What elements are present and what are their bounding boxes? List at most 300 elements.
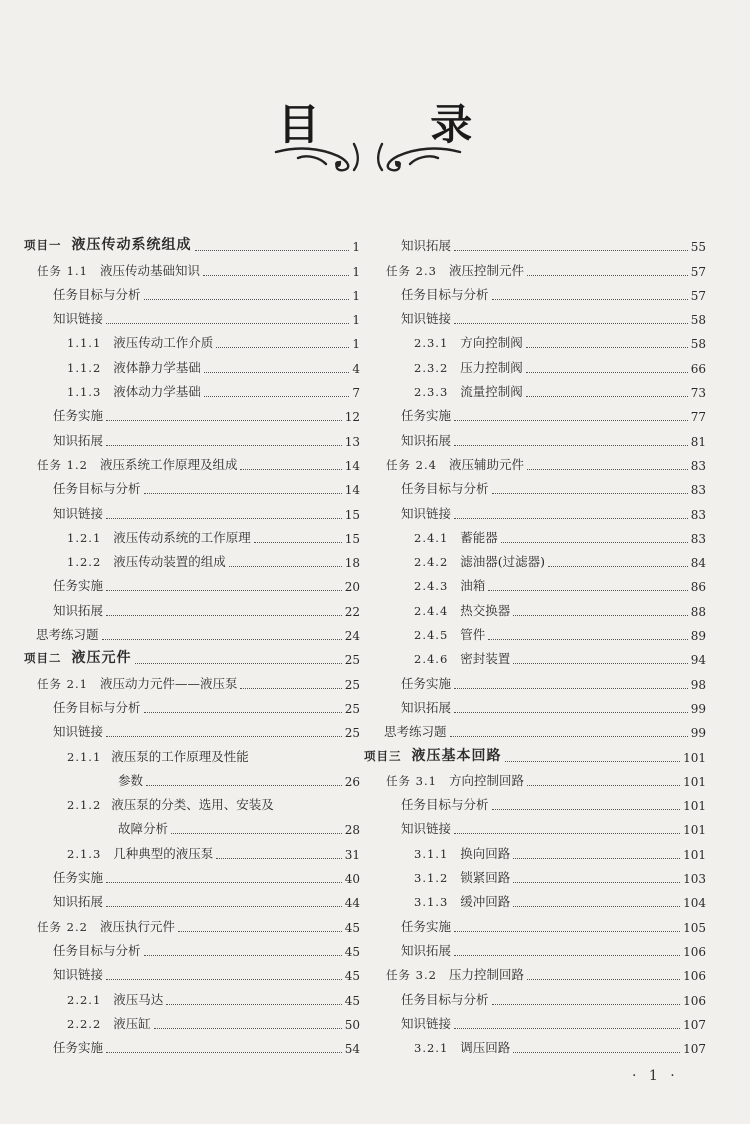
toc-entry-title: 压力控制回路 bbox=[448, 967, 524, 983]
toc-entry-title: 液压执行元件 bbox=[99, 918, 175, 934]
toc-page-number: 106 bbox=[683, 969, 706, 984]
dot-leader bbox=[144, 954, 342, 956]
toc-page-number: 45 bbox=[344, 920, 360, 935]
toc-entry-label bbox=[386, 261, 524, 279]
dot-leader bbox=[166, 1003, 341, 1005]
dot-leader bbox=[106, 419, 342, 421]
toc-entry-title: 液压元件 bbox=[71, 650, 132, 667]
toc-page-number: 83 bbox=[690, 507, 706, 522]
toc-section-entry[interactable] bbox=[364, 862, 706, 886]
toc-entry-title: 任务目标与分析 bbox=[53, 481, 141, 497]
toc-page-number: 73 bbox=[690, 386, 706, 401]
dot-leader bbox=[240, 687, 341, 689]
toc-entry-label bbox=[401, 1014, 451, 1032]
toc-subentry[interactable] bbox=[364, 813, 706, 837]
toc-entry-label bbox=[118, 819, 168, 837]
toc-entry-title: 液压马达 bbox=[113, 991, 164, 1007]
toc-entry-label bbox=[414, 625, 485, 643]
dot-leader bbox=[454, 322, 688, 324]
toc-section-entry[interactable] bbox=[24, 789, 360, 813]
toc-section-entry[interactable] bbox=[24, 1008, 360, 1032]
toc-page-number: 55 bbox=[690, 240, 706, 255]
toc-section-entry[interactable] bbox=[364, 570, 706, 594]
toc-entry-title: 热交换器 bbox=[460, 602, 511, 618]
toc-entry-label bbox=[53, 309, 103, 327]
toc-page-number: 45 bbox=[344, 969, 360, 984]
toc-page-number: 13 bbox=[344, 434, 360, 449]
toc-subentry[interactable] bbox=[24, 935, 360, 959]
toc-entry-title: 任务实施 bbox=[401, 408, 452, 424]
toc-entry-title: 任务实施 bbox=[53, 408, 104, 424]
toc-entry-title: 滤油器(过滤器) bbox=[460, 554, 546, 570]
dot-leader bbox=[450, 735, 688, 737]
toc-entry-code: 2.3.2 bbox=[414, 360, 449, 375]
toc-section-entry[interactable] bbox=[364, 522, 706, 546]
toc-entry-code: 任务 1.1 bbox=[37, 263, 88, 278]
toc-page-number: 25 bbox=[344, 677, 360, 692]
toc-section-entry[interactable] bbox=[24, 546, 360, 570]
toc-section-entry[interactable] bbox=[24, 740, 360, 764]
toc-entry-title: 任务目标与分析 bbox=[53, 286, 141, 302]
toc-entry-label bbox=[414, 844, 510, 862]
toc-entry-label bbox=[67, 333, 213, 351]
toc-subentry[interactable] bbox=[364, 230, 706, 254]
dot-leader bbox=[216, 857, 341, 859]
toc-section-entry[interactable] bbox=[364, 1032, 706, 1056]
toc-page-number: 81 bbox=[690, 434, 706, 449]
toc-entry-code: 2.4.2 bbox=[414, 555, 449, 570]
toc-subentry[interactable] bbox=[364, 983, 706, 1007]
toc-entry-title: 知识链接 bbox=[53, 505, 104, 521]
toc-page-number: 15 bbox=[344, 531, 360, 546]
toc-page-number: 22 bbox=[344, 604, 360, 619]
toc-subentry[interactable] bbox=[364, 935, 706, 959]
toc-page-number: 14 bbox=[344, 458, 360, 473]
dot-leader bbox=[144, 492, 342, 494]
dot-leader bbox=[513, 905, 680, 907]
toc-entry-continuation[interactable] bbox=[24, 813, 360, 837]
toc-entry-title: 液压系统工作原理及组成 bbox=[99, 456, 238, 472]
toc-section-entry[interactable] bbox=[24, 327, 360, 351]
toc-entry-label bbox=[53, 965, 103, 983]
toc-page-number: 83 bbox=[690, 531, 706, 546]
toc-entry-label bbox=[53, 479, 141, 497]
toc-entry-title: 任务实施 bbox=[401, 675, 452, 691]
toc-page-number: 89 bbox=[690, 629, 706, 644]
toc-entry-code: 项目二 bbox=[24, 651, 62, 666]
toc-entry-label bbox=[414, 576, 485, 594]
toc-page-number: 50 bbox=[344, 1017, 360, 1032]
toc-entry-title: 方向控制阀 bbox=[460, 335, 523, 351]
dot-leader bbox=[488, 589, 687, 591]
toc-entry-label bbox=[53, 285, 141, 303]
toc-page-number: 86 bbox=[690, 580, 706, 595]
toc-page-number: 99 bbox=[690, 726, 706, 741]
toc-entry-label bbox=[53, 722, 103, 740]
toc-subentry[interactable] bbox=[24, 303, 360, 327]
toc-entry-title: 缓冲回路 bbox=[460, 894, 511, 910]
toc-subentry[interactable] bbox=[364, 473, 706, 497]
toc-section-entry[interactable] bbox=[364, 619, 706, 643]
toc-entry-title: 故障分析 bbox=[118, 821, 169, 837]
toc-entry-label bbox=[401, 504, 451, 522]
toc-subentry[interactable] bbox=[364, 789, 706, 813]
toc-entry-code: 2.1.1 bbox=[67, 749, 102, 764]
toc-entry-label bbox=[118, 771, 143, 789]
toc-entry-title: 任务目标与分析 bbox=[401, 286, 489, 302]
toc-entry-code: 2.3.1 bbox=[414, 336, 449, 351]
toc-page-number: 77 bbox=[690, 410, 706, 425]
dot-leader bbox=[144, 298, 350, 300]
toc-entry-label bbox=[386, 455, 524, 473]
toc-page-number: 84 bbox=[690, 556, 706, 571]
dot-leader bbox=[454, 249, 688, 251]
dot-leader bbox=[204, 371, 350, 373]
toc-section-entry[interactable] bbox=[24, 983, 360, 1007]
toc-entry-title: 任务实施 bbox=[53, 1040, 104, 1056]
toc-exercise-entry[interactable] bbox=[24, 619, 360, 643]
toc-subentry[interactable] bbox=[24, 279, 360, 303]
toc-entry-title: 知识拓展 bbox=[401, 432, 452, 448]
toc-task-entry[interactable] bbox=[364, 765, 706, 789]
toc-entry-title: 知识拓展 bbox=[401, 238, 452, 254]
dot-leader bbox=[454, 517, 688, 519]
dot-leader bbox=[106, 614, 342, 616]
toc-entry-label bbox=[401, 795, 489, 813]
dot-leader bbox=[229, 565, 342, 567]
toc-entry-label bbox=[67, 382, 201, 400]
page-title: 目 录 bbox=[277, 100, 521, 149]
dot-leader bbox=[178, 930, 342, 932]
toc-entry-title: 知识链接 bbox=[401, 1015, 452, 1031]
toc-page-number: 7 bbox=[352, 386, 360, 401]
toc-task-entry[interactable] bbox=[364, 449, 706, 473]
toc-page-number: 66 bbox=[690, 361, 706, 376]
toc-page-number: 26 bbox=[344, 774, 360, 789]
toc-project-entry[interactable] bbox=[364, 740, 706, 764]
toc-entry-title: 知识拓展 bbox=[53, 602, 104, 618]
toc-page-number: 1 bbox=[352, 337, 360, 352]
toc-entry-title: 液压传动系统组成 bbox=[71, 237, 192, 254]
toc-entry-label bbox=[401, 698, 451, 716]
toc-entry-title: 任务实施 bbox=[401, 918, 452, 934]
toc-section-entry[interactable] bbox=[364, 643, 706, 667]
toc-subentry[interactable] bbox=[24, 959, 360, 983]
toc-entry-code: 3.1.1 bbox=[414, 846, 449, 861]
toc-entry-code: 2.2.1 bbox=[67, 992, 102, 1007]
dot-leader bbox=[106, 444, 342, 446]
toc-entry-code: 3.2.1 bbox=[414, 1041, 449, 1056]
toc-entry-label bbox=[67, 552, 226, 570]
toc-entry-title: 知识链接 bbox=[401, 311, 452, 327]
toc-entry-title: 知识链接 bbox=[401, 505, 452, 521]
toc-entry-label bbox=[67, 358, 201, 376]
toc-subentry[interactable] bbox=[364, 667, 706, 691]
toc-subentry[interactable] bbox=[364, 303, 706, 327]
toc-entry-label bbox=[401, 285, 489, 303]
toc-entry-title: 方向控制回路 bbox=[448, 772, 524, 788]
toc-subentry[interactable] bbox=[24, 692, 360, 716]
toc-subentry[interactable] bbox=[364, 692, 706, 716]
toc-entry-label bbox=[36, 625, 99, 643]
toc-section-entry[interactable] bbox=[364, 351, 706, 375]
toc-entry-title: 任务目标与分析 bbox=[53, 699, 141, 715]
toc-entry-title: 锁紧回路 bbox=[460, 870, 511, 886]
toc-subentry[interactable] bbox=[364, 400, 706, 424]
dot-leader bbox=[454, 1027, 680, 1029]
toc-entry-label bbox=[401, 309, 451, 327]
toc-subentry[interactable] bbox=[24, 716, 360, 740]
toc-entry-label bbox=[67, 1014, 151, 1032]
toc-task-entry[interactable] bbox=[24, 449, 360, 473]
toc-project-entry[interactable] bbox=[24, 230, 360, 254]
toc-page-number: 14 bbox=[344, 483, 360, 498]
toc-page-number: 15 bbox=[344, 507, 360, 522]
dot-leader bbox=[513, 881, 680, 883]
toc-entry-title: 液压基本回路 bbox=[411, 747, 502, 764]
toc-section-entry[interactable] bbox=[24, 837, 360, 861]
toc-page-number: 25 bbox=[344, 653, 360, 668]
toc-entry-title: 思考练习题 bbox=[36, 627, 99, 643]
dot-leader bbox=[454, 711, 688, 713]
toc-entry-code: 3.1.3 bbox=[414, 895, 449, 910]
toc-section-entry[interactable] bbox=[364, 546, 706, 570]
toc-entry-code: 2.1.3 bbox=[67, 846, 102, 861]
dot-leader bbox=[454, 687, 688, 689]
toc-entry-code: 1.1.1 bbox=[67, 336, 102, 351]
toc-section-entry[interactable] bbox=[24, 522, 360, 546]
toc-entry-title: 液压辅助元件 bbox=[448, 456, 524, 472]
toc-entry-title: 任务实施 bbox=[53, 870, 104, 886]
page-number: · 1 · bbox=[632, 1068, 679, 1084]
toc-subentry[interactable] bbox=[24, 570, 360, 594]
toc-entry-label bbox=[37, 674, 237, 692]
toc-section-entry[interactable] bbox=[24, 351, 360, 375]
toc-subentry[interactable] bbox=[364, 497, 706, 521]
toc-project-entry[interactable] bbox=[24, 643, 360, 667]
dot-leader bbox=[203, 274, 349, 276]
toc-entry-label bbox=[401, 479, 489, 497]
toc-entry-code: 任务 3.2 bbox=[386, 968, 437, 983]
toc-subentry[interactable] bbox=[24, 424, 360, 448]
toc-entry-label bbox=[53, 431, 103, 449]
toc-entry-label bbox=[401, 236, 451, 254]
toc-page-number: 12 bbox=[344, 410, 360, 425]
toc-entry-title: 油箱 bbox=[460, 578, 486, 594]
toc-entry-label bbox=[24, 234, 192, 254]
toc-subentry[interactable] bbox=[364, 910, 706, 934]
dot-leader bbox=[106, 517, 342, 519]
dot-leader bbox=[254, 541, 342, 543]
toc-entry-title: 液压传动装置的组成 bbox=[113, 554, 226, 570]
toc-entry-title: 知识链接 bbox=[401, 821, 452, 837]
toc-left-column bbox=[24, 230, 360, 1056]
dot-leader bbox=[454, 419, 688, 421]
toc-page-number: 57 bbox=[690, 288, 706, 303]
toc-section-entry[interactable] bbox=[24, 376, 360, 400]
toc-page-number: 25 bbox=[344, 726, 360, 741]
toc-page-number: 106 bbox=[683, 944, 706, 959]
toc-entry-title: 任务目标与分析 bbox=[53, 942, 141, 958]
toc-entry-label bbox=[53, 504, 103, 522]
dot-leader bbox=[527, 274, 688, 276]
toc-task-entry[interactable] bbox=[24, 254, 360, 278]
toc-task-entry[interactable] bbox=[24, 910, 360, 934]
toc-task-entry[interactable] bbox=[24, 667, 360, 691]
toc-subentry[interactable] bbox=[24, 594, 360, 618]
toc-page-number: 58 bbox=[690, 337, 706, 352]
toc-page-number: 101 bbox=[683, 750, 706, 765]
toc-entry-label bbox=[401, 917, 451, 935]
dot-leader bbox=[216, 346, 349, 348]
dot-leader bbox=[527, 468, 688, 470]
toc-page-number: 28 bbox=[344, 823, 360, 838]
toc-section-entry[interactable] bbox=[364, 886, 706, 910]
toc-subentry[interactable] bbox=[24, 886, 360, 910]
toc-entry-label bbox=[67, 795, 274, 813]
dot-leader bbox=[526, 346, 688, 348]
dot-leader bbox=[505, 760, 681, 762]
toc-entry-code: 任务 2.2 bbox=[37, 919, 88, 934]
dot-leader bbox=[144, 711, 342, 713]
dot-leader bbox=[146, 784, 342, 786]
toc-entry-title: 思考练习题 bbox=[384, 724, 447, 740]
dot-leader bbox=[204, 395, 350, 397]
toc-page-number: 4 bbox=[352, 361, 360, 376]
toc-page-number: 1 bbox=[352, 240, 360, 255]
toc-page-number: 20 bbox=[344, 580, 360, 595]
toc-page-number: 101 bbox=[683, 823, 706, 838]
toc-subentry[interactable] bbox=[364, 279, 706, 303]
toc-entry-title: 参数 bbox=[118, 772, 144, 788]
toc-subentry[interactable] bbox=[364, 1008, 706, 1032]
toc-entry-code: 2.4.3 bbox=[414, 579, 449, 594]
toc-entry-title: 任务目标与分析 bbox=[401, 481, 489, 497]
toc-entry-title: 知识链接 bbox=[53, 967, 104, 983]
toc-page-number: 54 bbox=[344, 1042, 360, 1057]
toc-entry-code: 1.1.3 bbox=[67, 385, 102, 400]
toc-page-number: 101 bbox=[683, 774, 706, 789]
toc-entry-title: 任务实施 bbox=[53, 578, 104, 594]
toc-section-entry[interactable] bbox=[364, 837, 706, 861]
dot-leader bbox=[171, 832, 342, 834]
toc-exercise-entry[interactable] bbox=[364, 716, 706, 740]
toc-page-number: 40 bbox=[344, 872, 360, 887]
toc-entry-label bbox=[53, 698, 141, 716]
toc-entry-code: 任务 2.3 bbox=[386, 263, 437, 278]
toc-entry-title: 调压回路 bbox=[460, 1040, 511, 1056]
toc-section-entry[interactable] bbox=[364, 327, 706, 351]
toc-right-column bbox=[364, 230, 706, 1056]
toc-entry-code: 2.2.2 bbox=[67, 1016, 102, 1031]
dot-leader bbox=[492, 1003, 681, 1005]
toc-entry-code: 项目一 bbox=[24, 238, 62, 253]
toc-entry-code: 任务 2.1 bbox=[37, 676, 88, 691]
toc-entry-code: 任务 1.2 bbox=[37, 457, 88, 472]
toc-entry-code: 1.2.2 bbox=[67, 555, 102, 570]
toc-subentry[interactable] bbox=[24, 497, 360, 521]
dot-leader bbox=[513, 1051, 680, 1053]
dot-leader bbox=[106, 1051, 342, 1053]
toc-page-number: 45 bbox=[344, 993, 360, 1008]
toc-entry-label bbox=[401, 990, 489, 1008]
toc-entry-code: 1.1.2 bbox=[67, 360, 102, 375]
toc-entry-continuation[interactable] bbox=[24, 765, 360, 789]
toc-entry-label bbox=[53, 941, 141, 959]
toc-entry-code: 2.4.4 bbox=[414, 603, 449, 618]
toc-subentry[interactable] bbox=[24, 473, 360, 497]
toc-entry-title: 知识拓展 bbox=[401, 942, 452, 958]
dot-leader bbox=[106, 735, 342, 737]
toc-entry-label bbox=[401, 674, 451, 692]
toc-entry-label bbox=[401, 431, 451, 449]
toc-page-number: 57 bbox=[690, 264, 706, 279]
toc-section-entry[interactable] bbox=[364, 594, 706, 618]
toc-entry-label bbox=[401, 819, 451, 837]
toc-entry-title: 液压泵的分类、选用、安装及 bbox=[111, 797, 274, 813]
toc-entry-label bbox=[53, 406, 103, 424]
toc-subentry[interactable] bbox=[24, 862, 360, 886]
toc-page-number: 1 bbox=[352, 264, 360, 279]
dot-leader bbox=[240, 468, 341, 470]
toc-subentry[interactable] bbox=[24, 400, 360, 424]
dot-leader bbox=[454, 444, 688, 446]
toc-page-number: 101 bbox=[683, 847, 706, 862]
toc-entry-title: 压力控制阀 bbox=[460, 359, 523, 375]
toc-entry-label bbox=[414, 528, 498, 546]
toc-entry-title: 蓄能器 bbox=[460, 529, 498, 545]
dot-leader bbox=[548, 565, 688, 567]
dot-leader bbox=[526, 395, 688, 397]
toc-entry-label bbox=[401, 406, 451, 424]
toc-entry-code: 2.4.1 bbox=[414, 530, 449, 545]
toc-page-number: 107 bbox=[683, 1042, 706, 1057]
toc-entry-label bbox=[53, 1038, 103, 1056]
toc-subentry[interactable] bbox=[24, 1032, 360, 1056]
toc-entry-label bbox=[53, 601, 103, 619]
dot-leader bbox=[526, 371, 688, 373]
toc-entry-title: 任务目标与分析 bbox=[401, 991, 489, 1007]
toc-entry-label bbox=[53, 576, 103, 594]
dot-leader bbox=[501, 541, 688, 543]
toc-page-number: 1 bbox=[352, 288, 360, 303]
toc-entry-title: 液压传动基础知识 bbox=[99, 262, 200, 278]
toc-page-number: 24 bbox=[344, 629, 360, 644]
toc-entry-label bbox=[414, 333, 523, 351]
toc-task-entry[interactable] bbox=[364, 254, 706, 278]
toc-page-number: 107 bbox=[683, 1017, 706, 1032]
toc-page-number: 31 bbox=[344, 847, 360, 862]
toc-entry-label bbox=[37, 455, 237, 473]
toc-entry-label bbox=[67, 990, 163, 1008]
toc-task-entry[interactable] bbox=[364, 959, 706, 983]
toc-section-entry[interactable] bbox=[364, 376, 706, 400]
dot-leader bbox=[106, 322, 349, 324]
dot-leader bbox=[106, 978, 342, 980]
toc-entry-title: 知识拓展 bbox=[53, 894, 104, 910]
toc-subentry[interactable] bbox=[364, 424, 706, 448]
toc-entry-label bbox=[53, 868, 103, 886]
dot-leader bbox=[195, 249, 350, 251]
dot-leader bbox=[492, 492, 688, 494]
toc-entry-title: 知识链接 bbox=[53, 724, 104, 740]
toc-page-number: 99 bbox=[690, 701, 706, 716]
toc-entry-title: 液体静力学基础 bbox=[113, 359, 201, 375]
toc-entry-label bbox=[414, 382, 523, 400]
dot-leader bbox=[513, 614, 687, 616]
toc-entry-label bbox=[67, 528, 251, 546]
toc-entry-title: 几种典型的液压泵 bbox=[113, 845, 214, 861]
